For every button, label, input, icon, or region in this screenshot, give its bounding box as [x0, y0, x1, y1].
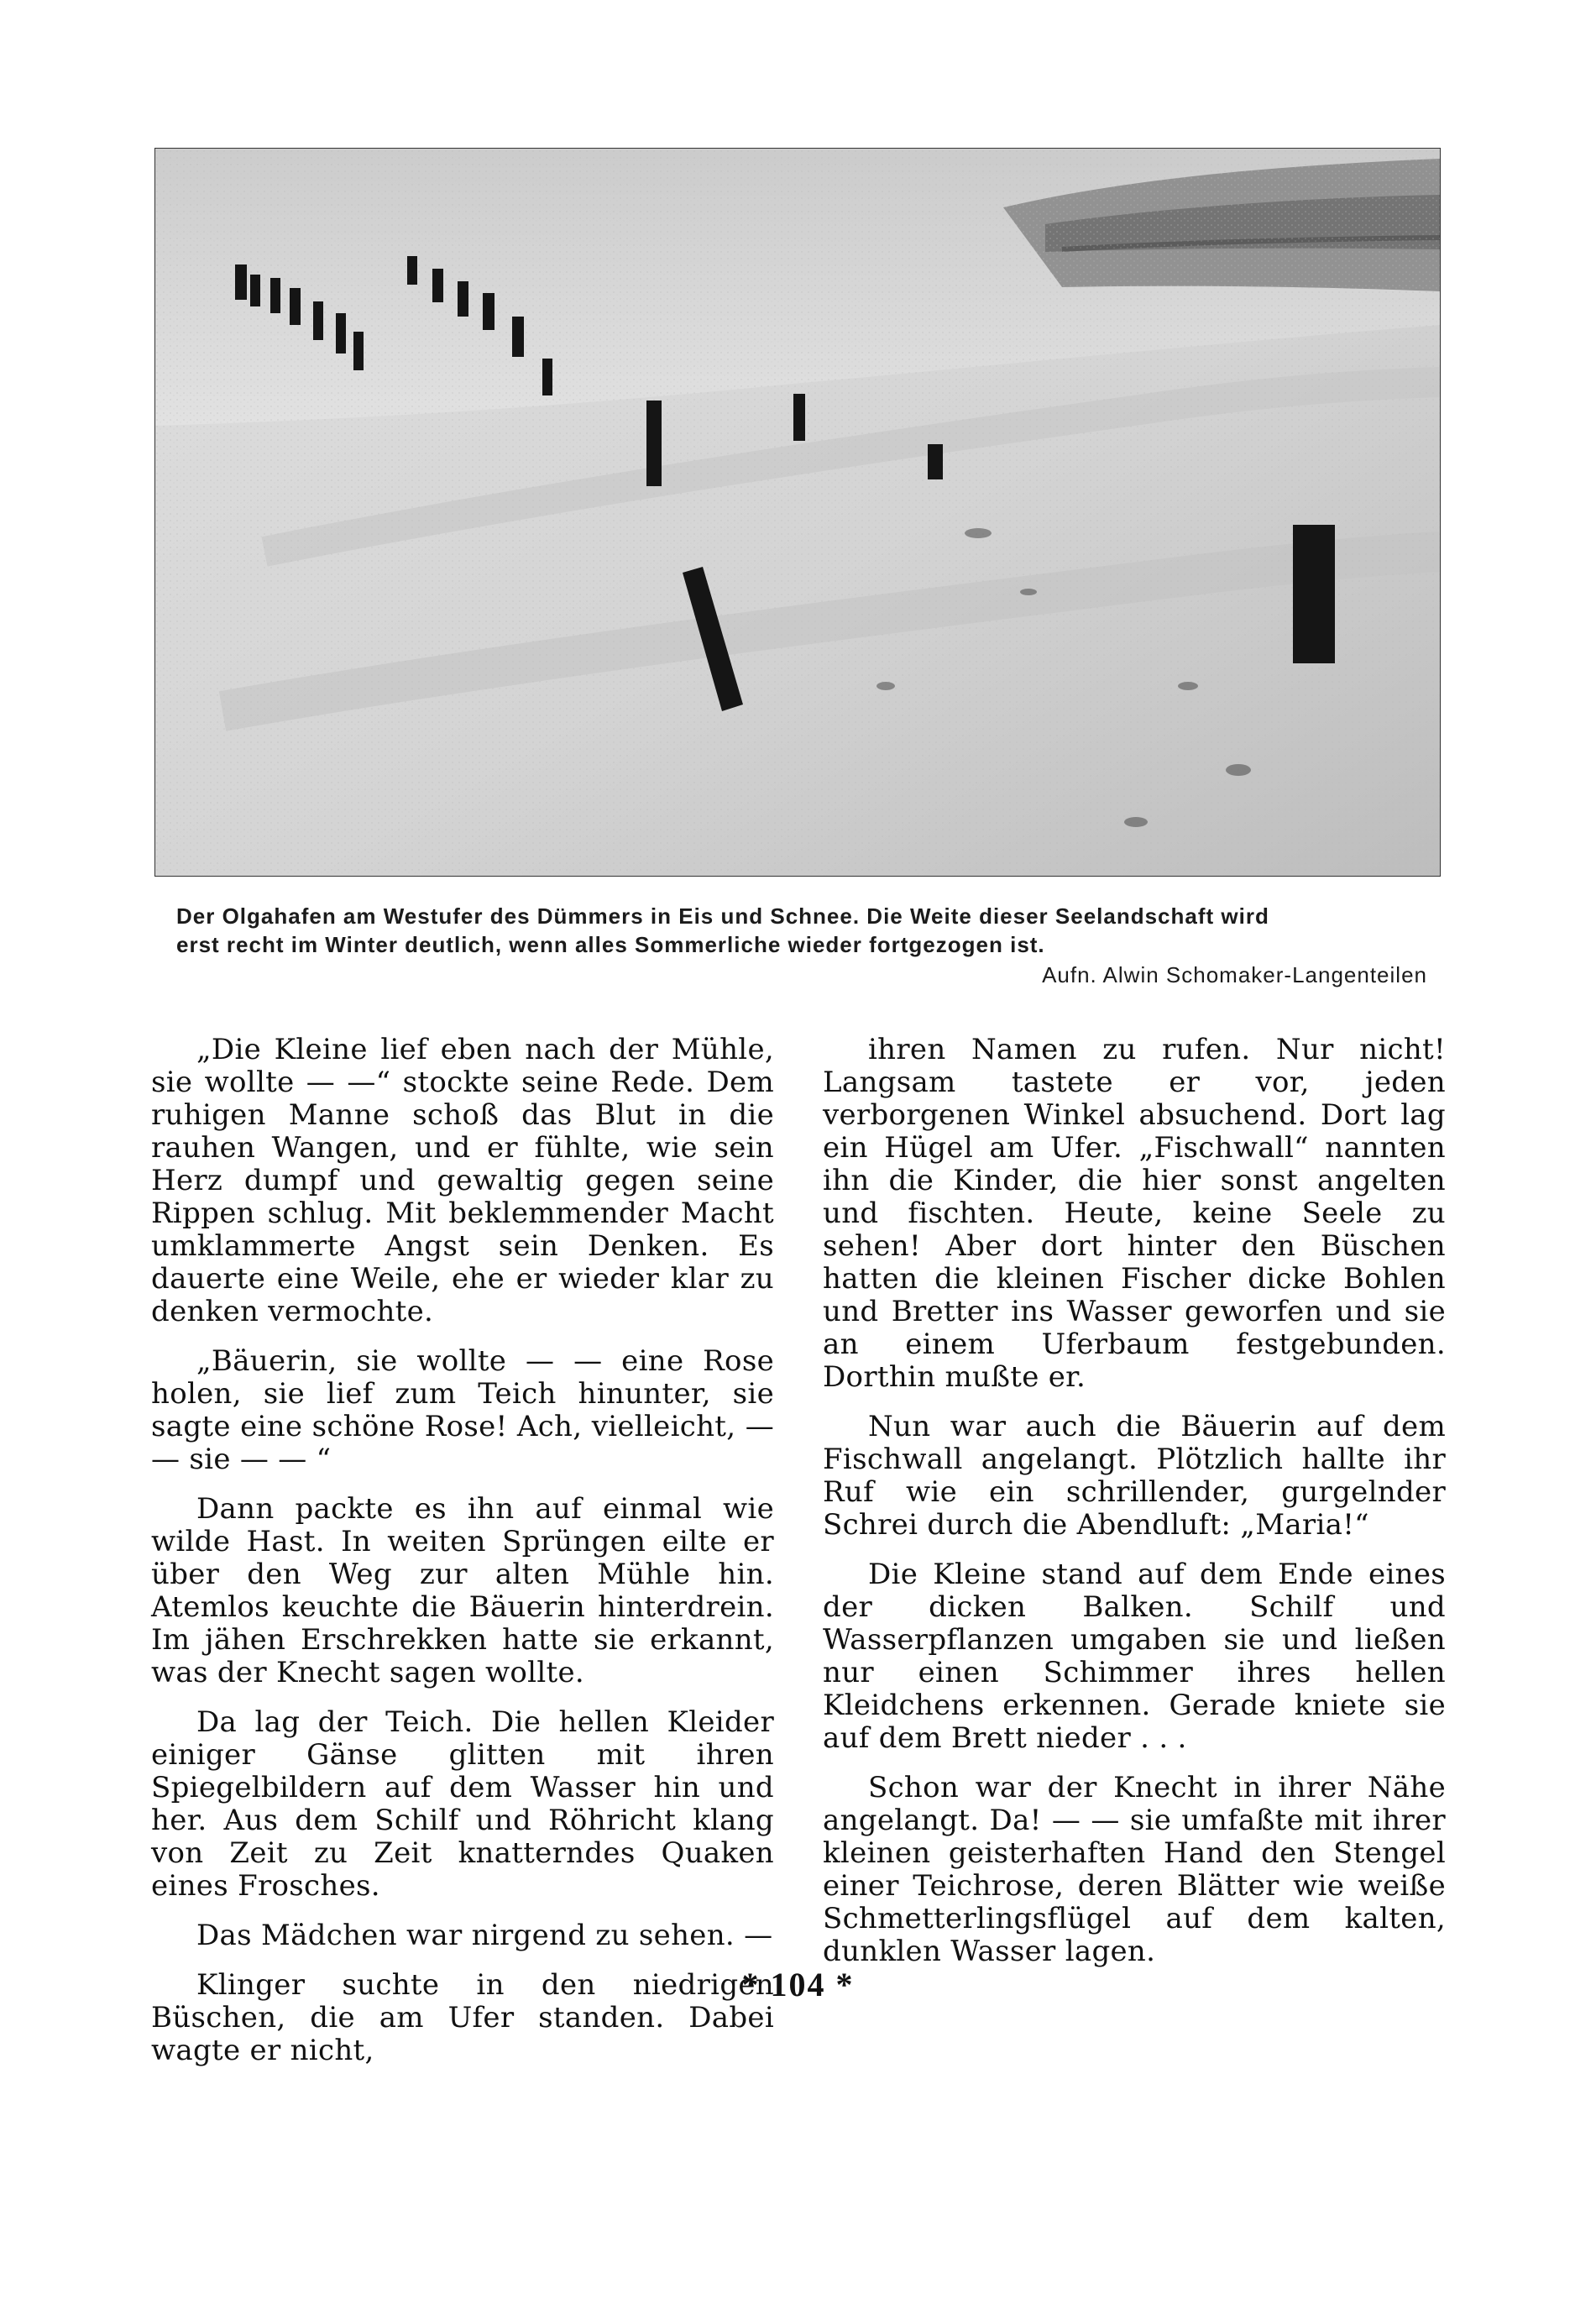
photo-caption: [176, 902, 1427, 959]
paragraph: „Die Kleine lief eben nach der Mühle, sie wollte — —“ stockte seine Rede. Dem ruhigen Manne schoß das Blut in die rauhen Wangen, und er fühlte, wie sein Herz dumpf und gewaltig gegen seine Rippen schlug. Mit beklemmender Macht umklammerte Angst sein Denken. Es dauerte eine Weile, ehe er wieder klar zu denken vermochte.: [151, 1033, 774, 1328]
paragraph: Klinger suchte in den niedrigen Büschen, die am Ufer standen. Dabei wagte er nicht,: [151, 1968, 774, 2067]
caption-line-1: Der Olgahafen am Westufer des Dümmers in Eis und Schnee. Die Weite dieser Seelandschaft wird: [176, 903, 1269, 929]
paragraph: Das Mädchen war nirgend zu sehen. —: [196, 1919, 773, 1952]
paragraph: „Bäuerin, sie wollte — — eine Rose holen, sie lief zum Teich hinunter, sie sagte eine schöne Rose! Ach, vielleicht, — — sie — — “: [151, 1344, 774, 1476]
left-text-column: [151, 1034, 774, 2084]
snow-landscape-image: [155, 149, 1440, 876]
paragraph: Nun war auch die Bäuerin auf dem Fischwall angelangt. Plötzlich hallte ihr Ruf wie ein schrillender, gurgelnder Schrei durch die Abendluft: „Maria!“: [823, 1410, 1446, 1542]
paragraph: Die Kleine stand auf dem Ende eines der dicken Balken. Schilf und Wasserpflanzen umgaben sie und ließen nur einen Schimmer ihres hellen Kleidchens erkennen. Gerade kniete sie auf dem Brett nieder . . .: [823, 1558, 1446, 1755]
paragraph: Da lag der Teich. Die hellen Kleider einiger Gänse glitten mit ihren Spiegelbildern auf dem Wasser hin und her. Aus dem Schilf und Röhricht klang von Zeit zu Zeit knatterndes Quaken eines Frosches.: [151, 1705, 774, 1903]
page-number: * 104 *: [741, 1966, 855, 2003]
paragraph: ihren Namen zu rufen. Nur nicht! Langsam tastete er vor, jeden verborgenen Winkel absuchend. Dort lag ein Hügel am Ufer. „Fischwall“ nannten ihn die Kinder, die hier sonst angelten und fischten. Heute, keine Seele zu sehen! Aber dort hinter den Büschen hatten die kleinen Fischer dicke Bohlen und Bretter ins Wasser geworfen und sie an einem Uferbaum festgebunden. Dorthin mußte er.: [823, 1033, 1446, 1394]
winter-lake-photo: [154, 148, 1441, 877]
caption-line-2: erst recht im Winter deutlich, wenn alles Sommerliche wieder fortgezogen ist.: [176, 932, 1045, 957]
paragraph: Schon war der Knecht in ihrer Nähe angelangt. Da! — — sie umfaßte mit ihrer kleinen geisterhaften Hand den Stengel einer Teichrose, deren Blätter wie weiße Schmetterlingsflügel auf dem kalten, dunklen Wasser lagen.: [823, 1771, 1446, 1968]
photo-credit: Aufn. Alwin Schomaker-Langenteilen: [1042, 962, 1427, 987]
right-text-column: [823, 1034, 1446, 1985]
paragraph: Dann packte es ihn auf einmal wie wilde Hast. In weiten Sprüngen eilte er über den Weg zur alten Mühle hin. Atemlos keuchte die Bäuerin hinterdrein. Im jähen Erschrekken hatte sie erkannt, was der Knecht sagen wollte.: [151, 1492, 774, 1689]
